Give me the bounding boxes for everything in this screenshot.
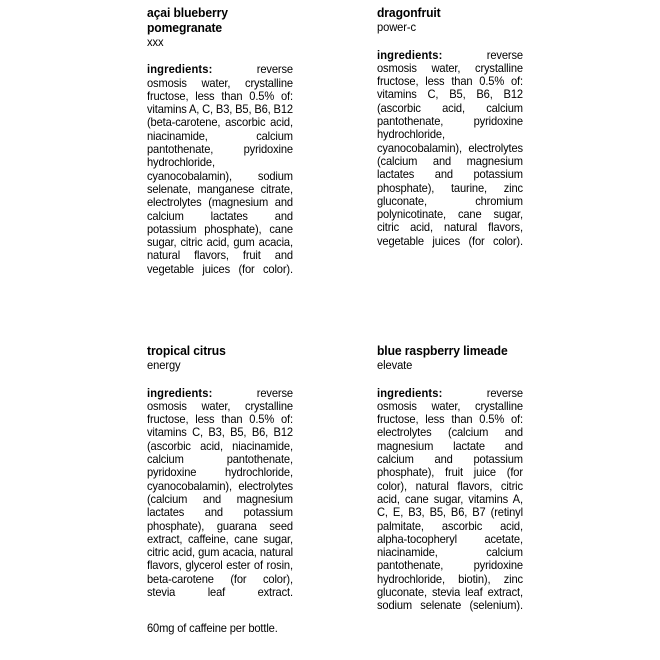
ingredients-body: reverse osmosis water, crystalline fructose, less than 0.5% of: vitamins C, B3, B5, B6, B12 (ascorbic acid, niacinamide, calcium pantothenate, pyridoxine hydrochloride, cyanocobalamin), electrolytes (calcium and magnesium lactates and potassium phosphate), guarana seed extract, caffeine, cane sugar, citric acid, gum acacia, natural flavors, glycerol ester of rosin, beta-carotene (for color), stevia leaf extract. bbox=[147, 386, 293, 599]
product-panel-acai-blueberry-pomegranate bbox=[147, 6, 293, 289]
ingredients-body: reverse osmosis water, crystalline fructose, less than 0.5% of: vitamins C, B5, B6, B12 (ascorbic acid, calcium pantothenate, pyridoxine hydrochloride, cyanocobalamin), electrolytes (calcium and magnesium lactates and potassium phosphate), taurine, zinc gluconate, chromium polynicotinate, cane sugar, citric acid, natural flavors, vegetable juices (for color). bbox=[377, 48, 523, 248]
ingredients-paragraph bbox=[377, 387, 523, 626]
product-subtitle: energy bbox=[147, 359, 181, 372]
ingredients-label: ingredients: bbox=[147, 63, 213, 77]
product-flavor-name: blue raspberry limeade bbox=[377, 344, 508, 358]
product-panel-tropical-citrus bbox=[147, 344, 293, 635]
ingredients-paragraph bbox=[147, 63, 293, 289]
product-subtitle: xxx bbox=[147, 36, 164, 49]
product-flavor-name: dragonfruit bbox=[377, 6, 441, 20]
product-panel-blue-raspberry-limeade bbox=[377, 344, 523, 626]
ingredients-label: ingredients: bbox=[377, 386, 443, 400]
ingredients-label: ingredients: bbox=[147, 386, 213, 400]
product-panel-dragonfruit bbox=[377, 6, 523, 261]
caffeine-note: 60mg of caffeine per bottle. bbox=[147, 621, 278, 635]
ingredients-paragraph bbox=[377, 49, 523, 262]
product-subtitle: elevate bbox=[377, 359, 413, 372]
ingredients-label: ingredients: bbox=[377, 48, 443, 62]
product-flavor-name: tropical citrus bbox=[147, 344, 226, 358]
product-flavor-name: açai blueberry pomegranate bbox=[147, 6, 228, 35]
product-subtitle: power-c bbox=[377, 21, 416, 34]
ingredients-body: reverse osmosis water, crystalline fructose, less than 0.5% of: electrolytes (calcium and magnesium lactate and calcium and potassium phosphate), fruit juice (for color), natural flavors, citric acid, cane sugar, vitamins A, C, E, B3, B5, B6, B7 (retinyl palmitate, ascorbic acid, alpha-tocopheryl acetate, niacinamide, calcium pantothenate, pyridoxine hydrochloride, biotin), zinc gluconate, stevia leaf extract, sodium selenate (selenium). bbox=[377, 386, 523, 613]
ingredients-paragraph bbox=[147, 387, 293, 613]
ingredients-body: reverse osmosis water, crystalline fructose, less than 0.5% of: vitamins A, C, B3, B5, B6, B12 (beta-carotene, ascorbic acid, niacinamide, calcium pantothenate, pyridoxine hydrochloride, cyanocobalamin), sodium selenate, manganese citrate, electrolytes (magnesium and calcium lactates and potassium phosphate), cane sugar, citric acid, gum acacia, natural flavors, fruit and vegetable juices (for color). bbox=[147, 63, 293, 276]
